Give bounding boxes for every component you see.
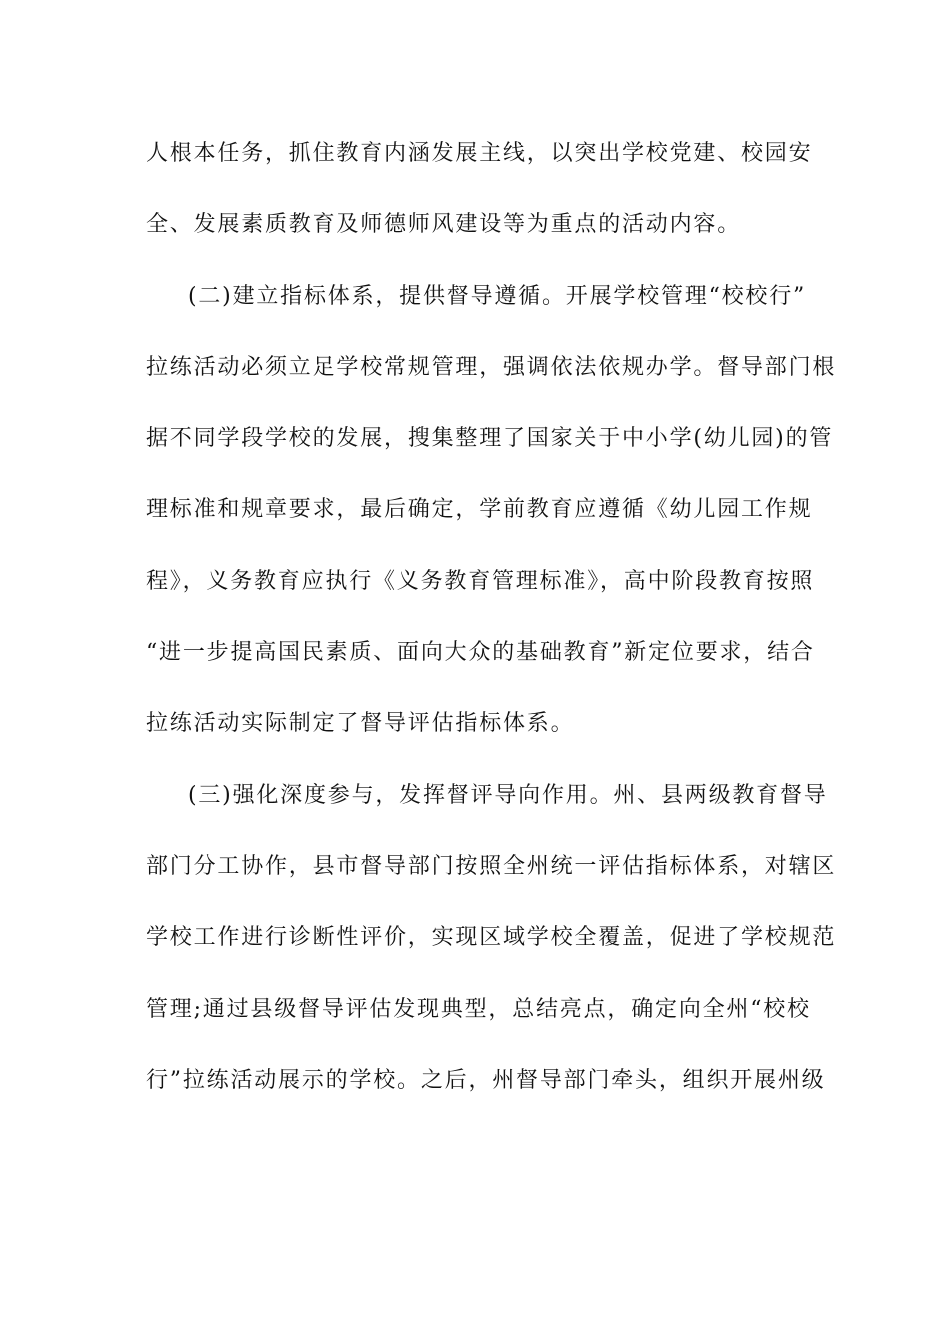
text-line: 学校工作进行诊断性评价，实现区域学校全覆盖，促进了学校规范 <box>146 925 837 951</box>
text-line: “进一步提高国民素质、面向大众的基础教育”新定位要求，结合 <box>146 640 815 666</box>
text-line: 行”拉练活动展示的学校。之后，州督导部门牵头，组织开展州级 <box>146 1067 826 1093</box>
text-line: 据不同学段学校的发展，搜集整理了国家关于中小学(幼儿园)的管 <box>146 426 834 452</box>
paragraph-start-line: (二)建立指标体系，提供督导遵循。开展学校管理“校校行” <box>188 283 807 309</box>
text-line: 人根本任务，抓住教育内涵发展主线，以突出学校党建、校园安 <box>146 141 813 166</box>
text-line: 管理;通过县级督导评估发现典型，总结亮点，确定向全州“校校 <box>146 996 811 1022</box>
text-line: 程》，义务教育应执行《义务教育管理标准》，高中阶段教育按照 <box>146 568 815 594</box>
paragraph-start-line: (三)强化深度参与，发挥督评导向作用。州、县两级教育督导 <box>188 782 828 808</box>
text-line: 拉练活动必须立足学校常规管理，强调依法依规办学。督导部门根 <box>146 354 837 380</box>
body-text <box>146 132 837 1130</box>
text-line: 拉练活动实际制定了督导评估指标体系。 <box>146 711 575 737</box>
text-line: 部门分工协作，县市督导部门按照全州统一评估指标体系，对辖区 <box>146 853 837 879</box>
text-line: 理标准和规章要求，最后确定，学前教育应遵循《幼儿园工作规 <box>146 497 813 523</box>
text-line: 全、发展素质教育及师德师风建设等为重点的活动内容。 <box>146 212 742 238</box>
